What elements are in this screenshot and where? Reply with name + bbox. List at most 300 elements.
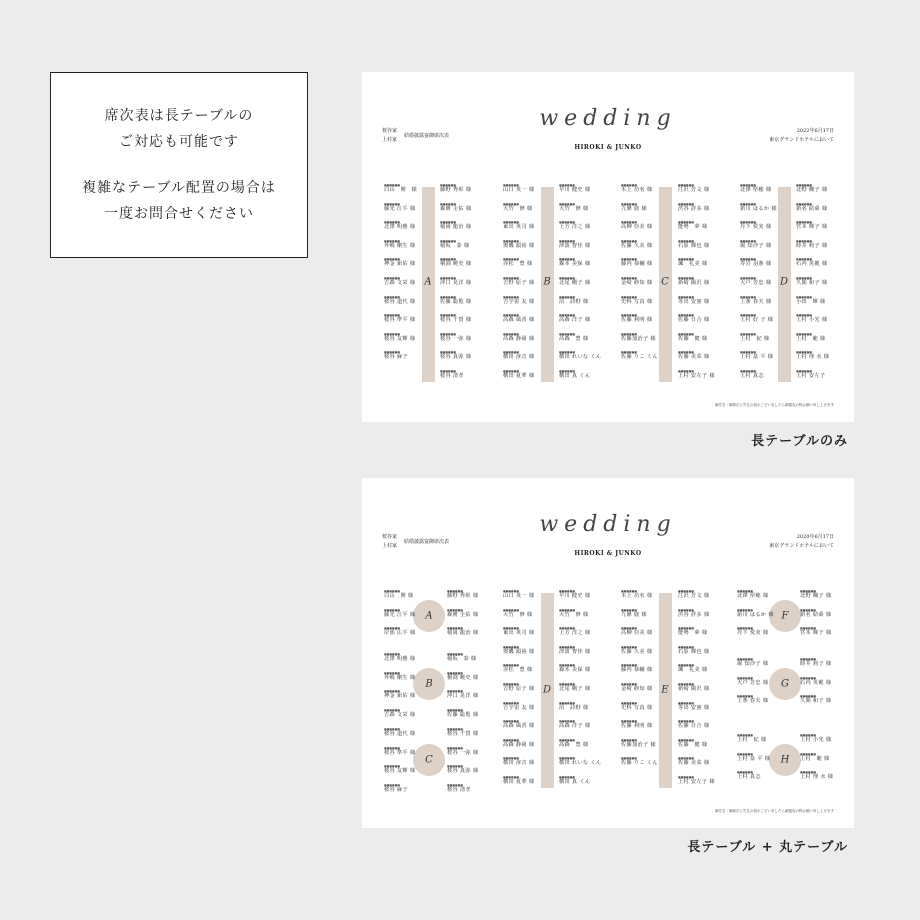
- guest-relation: ■■■■■■: [503, 257, 519, 262]
- guest-entry: [440, 370, 471, 389]
- guest-name: 赤松 豊 様: [503, 261, 533, 268]
- date-venue: 2020年6月17日 東京グランドホテルにおいて: [769, 534, 834, 549]
- guest-entry: [621, 720, 658, 739]
- guest-name: 上村 範 様: [796, 335, 826, 342]
- guest-entry: [503, 331, 535, 355]
- guest-entry: [384, 201, 417, 225]
- guest-name: 山口 英一 様: [503, 187, 535, 193]
- guest-entry: [796, 314, 829, 333]
- guest-relation: ■■■■■■: [621, 313, 637, 318]
- guest-relation: ■■■■■■: [559, 607, 575, 612]
- guest-name: 上村 理 水 様: [800, 774, 834, 781]
- guest-name: 上村 紀 様: [737, 737, 767, 743]
- guest-name: 颯 礼美 様: [678, 667, 708, 674]
- guest-entry: [737, 771, 770, 790]
- guest-name: 高森 豊 様: [559, 335, 589, 342]
- guest-entry: [503, 720, 534, 739]
- guest-entry: [447, 653, 478, 672]
- guest-relation: ■■■■■■: [621, 183, 637, 187]
- guest-entry: [384, 784, 415, 803]
- guest-name: 森本 美保 様: [559, 667, 591, 674]
- guest-entry: [621, 221, 658, 240]
- guest-name: 外嶋 剛生 様: [384, 242, 416, 249]
- guest-entry: [621, 664, 658, 683]
- guest-relation: ■■■■■■: [621, 331, 637, 336]
- wedding-script-title: wedding: [539, 106, 677, 131]
- guest-name: 上村 真志: [737, 774, 761, 781]
- guest-relation: ■■■■■■: [796, 313, 812, 318]
- guest-relation: ■■■■■■: [559, 275, 575, 280]
- guest-relation: ■■■■■■: [384, 257, 400, 262]
- guest-relation: ■■■■■■: [559, 220, 575, 225]
- guest-name: 上村 紀 様: [740, 335, 770, 342]
- guest-name: 森本 美保 様: [559, 261, 591, 268]
- guest-relation: ■■■■■■: [503, 238, 519, 243]
- guest-relation: ■■■■■■: [678, 737, 694, 742]
- guest-name: 桐渕 曉史 様: [440, 261, 472, 268]
- guest-name: 藤野 秀彰 様: [447, 593, 479, 599]
- guest-name: 桜谷 道代 様: [384, 298, 416, 305]
- guest-name: 藤内 恭輔 様: [621, 261, 653, 268]
- guest-relation: ■■■■■■: [740, 313, 756, 318]
- guest-relation: ■■■■■■: [384, 764, 400, 769]
- guest-relation: ■■■■■■: [440, 275, 456, 280]
- guest-entry: [559, 757, 601, 776]
- guest-entry: [678, 221, 715, 240]
- guest-entry: [503, 184, 534, 203]
- guest-entry: [559, 238, 601, 262]
- guest-name: 渋谷 詳多 様: [678, 205, 710, 212]
- guest-relation: ■■■■■■: [559, 350, 575, 355]
- guest-entry: [440, 351, 471, 370]
- guest-list: [621, 184, 658, 370]
- guest-relation: ■■■■■■: [740, 183, 756, 187]
- guest-name: 上村 小光 様: [796, 317, 828, 324]
- guest-entry: [384, 607, 416, 631]
- guest-relation: ■■■■■■: [796, 238, 812, 243]
- guest-list: [447, 590, 478, 646]
- guest-name: 佐藤 美菜 様: [678, 760, 710, 767]
- guest-entry: [559, 201, 601, 225]
- guest-name: 山口 英一 様: [503, 593, 535, 599]
- guest-relation: ■■■■■■: [440, 313, 456, 318]
- guest-relation: ■■■■■■: [621, 257, 637, 262]
- guest-relation: ■■■■■■: [559, 294, 575, 299]
- guest-name: 宮本 輝子 様: [800, 630, 832, 637]
- guest-entry: [447, 627, 478, 646]
- table-label-e: E: [661, 684, 669, 696]
- guest-entry: [740, 201, 777, 225]
- guest-name: 上村 泉 平 様: [737, 755, 771, 762]
- guest-entry: [678, 238, 715, 262]
- guest-relation: ■■■■■■: [737, 733, 753, 737]
- guest-relation: ■■■■■■: [447, 764, 463, 769]
- guest-relation: ■■■■■■: [678, 257, 694, 262]
- guest-relation: ■■■■■■: [503, 220, 519, 225]
- guest-relation: ■■■■■■: [559, 257, 575, 262]
- guest-relation: ■■■■■■: [740, 368, 756, 373]
- guest-entry: [800, 658, 831, 677]
- guest-name: 佐藤 健 様: [678, 741, 708, 748]
- guest-name: 上条 春夫 様: [740, 298, 772, 305]
- guest-relation: ■■■■■■: [678, 607, 694, 612]
- info-note-box: [50, 72, 308, 258]
- guest-relation: ■■■■■■: [384, 727, 400, 731]
- guest-relation: ■■■■■■: [440, 220, 456, 225]
- guest-entry: [621, 737, 658, 761]
- guest-relation: ■■■■■■: [447, 745, 463, 750]
- guest-name: 横田 れいな くん: [559, 760, 602, 767]
- guest-entry: [621, 683, 658, 702]
- guest-entry: [440, 221, 471, 240]
- guest-name: 吉宇宙 友 様: [503, 298, 535, 305]
- guest-entry: [800, 607, 832, 631]
- guest-entry: [621, 314, 658, 333]
- guest-relation: ■■■■■■: [559, 774, 575, 779]
- guest-relation: ■■■■■■: [796, 257, 812, 262]
- guest-relation: ■■■■■■: [384, 238, 400, 243]
- banquet-title: 結婚披露宴御席次表: [404, 133, 450, 139]
- guest-name: 金崎 紗知 様: [621, 279, 653, 286]
- table-label-a: A: [424, 276, 432, 288]
- guest-relation: ■■■■■■: [447, 670, 463, 675]
- guest-entry: [800, 771, 833, 790]
- guest-entry: [678, 277, 715, 296]
- guest-entry: [740, 294, 777, 318]
- guest-name: 外嶋 剛生 様: [384, 674, 416, 681]
- guest-relation: ■■■■■■: [447, 589, 463, 593]
- guest-list: [447, 728, 478, 802]
- guest-entry: [796, 370, 829, 389]
- guest-name: 東出 英司 様: [503, 224, 535, 231]
- guest-relation: ■■■■■■: [440, 257, 456, 262]
- guest-name: 桜谷 清孝: [440, 372, 464, 379]
- guest-name: 丹下 愛実 様: [737, 630, 769, 637]
- guest-name: 桜谷 清孝: [447, 786, 471, 793]
- guest-name: 佐藤 久美 様: [621, 648, 653, 655]
- guest-entry: [740, 331, 777, 355]
- guest-relation: ■■■■■■: [621, 350, 637, 355]
- guest-relation: ■■■■■■: [440, 201, 456, 206]
- guest-entry: [384, 277, 417, 296]
- table-label-d: D: [542, 684, 552, 696]
- table-label-a: A: [425, 610, 433, 622]
- guest-name: 江沢 芳文 様: [678, 593, 710, 599]
- guest-relation: ■■■■■■: [678, 626, 694, 631]
- guest-name: 赤松 豊 様: [503, 667, 533, 674]
- guest-entry: [447, 709, 478, 728]
- guest-entry: [384, 653, 415, 672]
- guest-entry: [503, 627, 534, 646]
- guest-entry: [503, 201, 534, 225]
- guest-entry: [737, 658, 768, 677]
- guest-relation: ■■■■■■: [740, 275, 756, 280]
- guest-entry: [678, 700, 715, 724]
- guest-relation: ■■■■■■: [678, 700, 694, 705]
- guest-name: 押金 新佑 様: [384, 693, 416, 700]
- guest-entry: [678, 184, 715, 203]
- guest-name: 吉野 原子 様: [503, 685, 535, 692]
- guest-name: 佐藤 聡覧 様: [447, 711, 479, 718]
- guest-entry: [503, 590, 534, 609]
- guest-relation: ■■■■■■: [384, 707, 400, 712]
- guest-name: 桜谷 友輝 様: [384, 768, 416, 775]
- guest-name: 北尾 棚子 様: [559, 685, 591, 692]
- guest-relation: ■■■■■■: [559, 313, 575, 318]
- guest-name: 等出 安憲 様: [678, 298, 710, 305]
- guest-entry: [447, 670, 479, 694]
- guest-entry: [621, 757, 658, 776]
- guest-list: [796, 184, 829, 389]
- guest-relation: ■■■■■■: [800, 589, 816, 593]
- guest-entry: [740, 184, 777, 203]
- guest-name: 北澤 明雅 様: [384, 656, 416, 662]
- guest-entry: [503, 644, 535, 668]
- guest-entry: [621, 201, 658, 225]
- guest-name: 石原 輝也 様: [678, 242, 710, 249]
- guest-name: 津波 智佳 様: [559, 242, 591, 249]
- guest-list: [447, 653, 478, 727]
- guest-entry: [440, 238, 471, 262]
- guest-entry: [559, 664, 601, 683]
- guest-entry: [737, 675, 769, 699]
- table-label-c: C: [425, 754, 433, 766]
- guest-name: 大竹 修 様: [559, 205, 589, 212]
- guest-entry: [447, 784, 478, 803]
- guest-entry: [503, 351, 534, 370]
- caption-long-and-round: 長テーブル + 丸テーブル: [687, 840, 848, 855]
- guest-relation: ■■■■■■: [678, 183, 694, 187]
- guest-entry: [559, 277, 601, 296]
- guest-entry: [447, 607, 479, 631]
- guest-relation: ■■■■■■: [621, 756, 637, 761]
- guest-entry: [384, 728, 415, 747]
- guest-name: 大戸 芳忠 様: [740, 279, 772, 286]
- guest-name: 藤内 恭輔 様: [621, 667, 653, 674]
- guest-name: 桜谷 友輝 様: [384, 335, 416, 342]
- guest-name: 横田 真 くん: [559, 778, 591, 785]
- guest-entry: [678, 644, 715, 668]
- guest-entry: [621, 331, 658, 355]
- guest-name: 佐藤 りこ くん: [621, 354, 658, 361]
- guest-entry: [559, 184, 601, 203]
- guest-name: 新崎 陽沢 様: [678, 685, 710, 692]
- guest-name: 堀 知沙子 様: [737, 661, 769, 667]
- guest-relation: ■■■■■■: [800, 657, 816, 661]
- family-names: 桜谷家 上村家 結婚披露宴御席次表: [382, 128, 450, 143]
- guest-name: 渋谷 詳多 様: [678, 611, 710, 618]
- guest-relation: ■■■■■■: [447, 727, 463, 731]
- guest-relation: ■■■■■■: [440, 368, 456, 373]
- guest-name: 大竹 修 様: [503, 611, 533, 618]
- guest-name: 森實 圭佑 様: [447, 611, 479, 618]
- guest-name: 佐藤 美菜 様: [678, 354, 710, 361]
- guest-relation: ■■■■■■: [384, 350, 400, 355]
- guest-entry: [796, 277, 829, 296]
- guest-relation: ■■■■■■: [621, 644, 637, 649]
- guest-name: 上村 泉 平 様: [740, 354, 774, 361]
- date-venue: 2022年6月17日 東京グランドホテルにおいて: [769, 128, 834, 143]
- guest-relation: ■■■■■■: [503, 737, 519, 742]
- guest-entry: [503, 737, 535, 761]
- guest-relation: ■■■■■■: [740, 350, 756, 355]
- guest-entry: [559, 720, 601, 739]
- guest-name: 佐藤 りこ くん: [621, 760, 658, 767]
- guest-name: 桜谷 一弥 様: [447, 749, 479, 756]
- guest-relation: ■■■■■■: [503, 313, 519, 318]
- guest-name: 稲坂 泰 様: [440, 242, 470, 249]
- guest-entry: [503, 664, 534, 683]
- guest-entry: [796, 258, 829, 277]
- footer-note: 御芳名・御席次に失礼の段がございましたら御寛容の程お願い申し上げます: [715, 809, 834, 813]
- guest-list: [800, 734, 833, 790]
- guest-name: 横田 真 くん: [559, 372, 591, 379]
- guest-relation: ■■■■■■: [384, 589, 400, 593]
- guest-entry: [384, 221, 417, 240]
- guest-name: 上村 安左子 様: [678, 778, 715, 785]
- guest-name: 岸部 広平 様: [384, 630, 416, 637]
- guest-entry: [384, 331, 417, 355]
- guest-relation: ■■■■■■: [678, 294, 694, 299]
- guest-name: 藤光 江平 様: [384, 611, 416, 618]
- guest-name: 大竹 修 様: [559, 611, 589, 618]
- guest-entry: [384, 690, 415, 709]
- guest-entry: [384, 670, 416, 694]
- guest-name: 高森 風香 様: [503, 317, 535, 324]
- guest-name: 高森 静岡 様: [503, 741, 535, 748]
- guest-relation: ■■■■■■: [503, 719, 519, 724]
- guest-relation: ■■■■■■: [678, 313, 694, 318]
- guest-entry: [440, 258, 471, 277]
- guest-name: 時井 莉子 様: [796, 242, 828, 249]
- guest-entry: [559, 700, 601, 724]
- guest-name: 奥磯 頭裕 様: [503, 242, 535, 249]
- guest-entry: [800, 751, 833, 775]
- guest-entry: [384, 590, 415, 609]
- guest-entry: [678, 737, 715, 761]
- guest-name: 石内 英範 様: [796, 261, 828, 268]
- guest-entry: [559, 351, 601, 370]
- guest-entry: [800, 695, 831, 714]
- guest-entry: [796, 331, 829, 355]
- guest-relation: ■■■■■■: [678, 220, 694, 225]
- guest-name: 上村 範 様: [800, 755, 830, 762]
- guest-relation: ■■■■■■: [621, 201, 637, 206]
- guest-relation: ■■■■■■: [559, 589, 575, 593]
- guest-relation: ■■■■■■: [678, 350, 694, 355]
- banquet-title: 結婚披露宴御席次表: [404, 539, 450, 545]
- guest-entry: [621, 294, 658, 318]
- guest-relation: ■■■■■■: [621, 589, 637, 593]
- guest-relation: ■■■■■■: [740, 331, 756, 336]
- guest-entry: [621, 277, 658, 296]
- guest-entry: [621, 258, 658, 277]
- table-label-f: F: [781, 610, 789, 622]
- guest-name: 押金 新佑 様: [384, 261, 416, 268]
- guest-relation: ■■■■■■: [678, 681, 694, 686]
- guest-entry: [384, 627, 415, 646]
- guest-name: 藤光 江平 様: [384, 205, 416, 212]
- guest-name: 早川 健史 様: [559, 593, 591, 599]
- guest-name: 上村 小光 様: [800, 737, 832, 743]
- guest-name: 桜谷 真弥 様: [447, 768, 479, 775]
- guest-entry: [559, 294, 601, 318]
- guest-relation: ■■■■■■: [796, 201, 812, 206]
- guest-relation: ■■■■■■: [678, 238, 694, 243]
- guest-entry: [740, 238, 777, 262]
- guest-name: 桜谷 準平 様: [384, 749, 416, 756]
- guest-relation: ■■■■■■: [796, 275, 812, 280]
- guest-relation: ■■■■■■: [621, 663, 637, 668]
- guest-relation: ■■■■■■: [740, 294, 756, 299]
- guest-name: 寿岩 羽条 様: [740, 261, 772, 268]
- guest-entry: [800, 734, 833, 753]
- guest-entry: [503, 607, 534, 631]
- guest-name: 北野 楓子 様: [800, 593, 832, 599]
- guest-name: 上村 真志: [740, 372, 764, 379]
- guest-name: 堀 知沙子 様: [740, 242, 772, 249]
- guest-relation: ■■■■■■: [384, 782, 400, 787]
- guest-relation: ■■■■■■: [737, 770, 753, 775]
- table-label-c: C: [661, 276, 669, 288]
- note-paragraph-1: 席次表は長テーブルの ご対応も可能です: [104, 108, 254, 150]
- guest-entry: [384, 238, 417, 262]
- guest-relation: ■■■■■■: [384, 294, 400, 299]
- guest-name: 早川 健史 様: [559, 187, 591, 193]
- guest-entry: [740, 351, 777, 370]
- guest-relation: ■■■■■■: [447, 707, 463, 712]
- guest-relation: ■■■■■■: [678, 331, 694, 336]
- guest-entry: [737, 590, 774, 609]
- family-names: 桜谷家 上村家 結婚披露宴御席次表: [382, 534, 450, 549]
- seating-chart-mixed-tables: [362, 478, 854, 828]
- guest-entry: [796, 201, 829, 225]
- guest-entry: [384, 184, 417, 203]
- guest-entry: [737, 607, 774, 631]
- note-paragraph-2: 複雑なテーブル配置の場合は 一度お問合せください: [82, 180, 276, 222]
- guest-relation: ■■■■■■: [503, 368, 519, 373]
- guest-relation: ■■■■■■: [503, 681, 519, 686]
- guest-name: 稲岡 龍治 様: [447, 630, 479, 637]
- guest-name: 佐藤 日合 様: [678, 317, 710, 324]
- guest-relation: ■■■■■■: [678, 368, 694, 373]
- guest-relation: ■■■■■■: [447, 782, 463, 787]
- guest-entry: [503, 258, 534, 277]
- guest-name: 佐藤加治子 様: [621, 335, 656, 342]
- guest-relation: ■■■■■■: [796, 350, 812, 355]
- guest-relation: ■■■■■■: [384, 313, 400, 318]
- guest-relation: ■■■■■■: [796, 183, 812, 187]
- guest-relation: ■■■■■■: [796, 368, 812, 373]
- guest-relation: ■■■■■■: [503, 275, 519, 280]
- guest-entry: [740, 221, 777, 240]
- guest-list: [384, 728, 415, 802]
- wedding-script-title: wedding: [539, 512, 677, 537]
- guest-name: 横田 淳音 様: [503, 354, 535, 361]
- guest-entry: [796, 238, 829, 262]
- guest-name: 新川 はるか 様: [737, 611, 774, 618]
- guest-name: 東出 英司 様: [503, 630, 535, 637]
- guest-relation: ■■■■■■: [447, 626, 463, 631]
- guest-relation: ■■■■■■: [559, 737, 575, 742]
- guest-relation: ■■■■■■: [796, 220, 812, 225]
- guest-name: 史科 写真 様: [621, 704, 653, 711]
- guest-relation: ■■■■■■: [559, 681, 575, 686]
- guest-entry: [384, 351, 417, 370]
- guest-entry: [503, 776, 534, 795]
- guest-list: [800, 658, 831, 714]
- guest-entry: [796, 221, 829, 240]
